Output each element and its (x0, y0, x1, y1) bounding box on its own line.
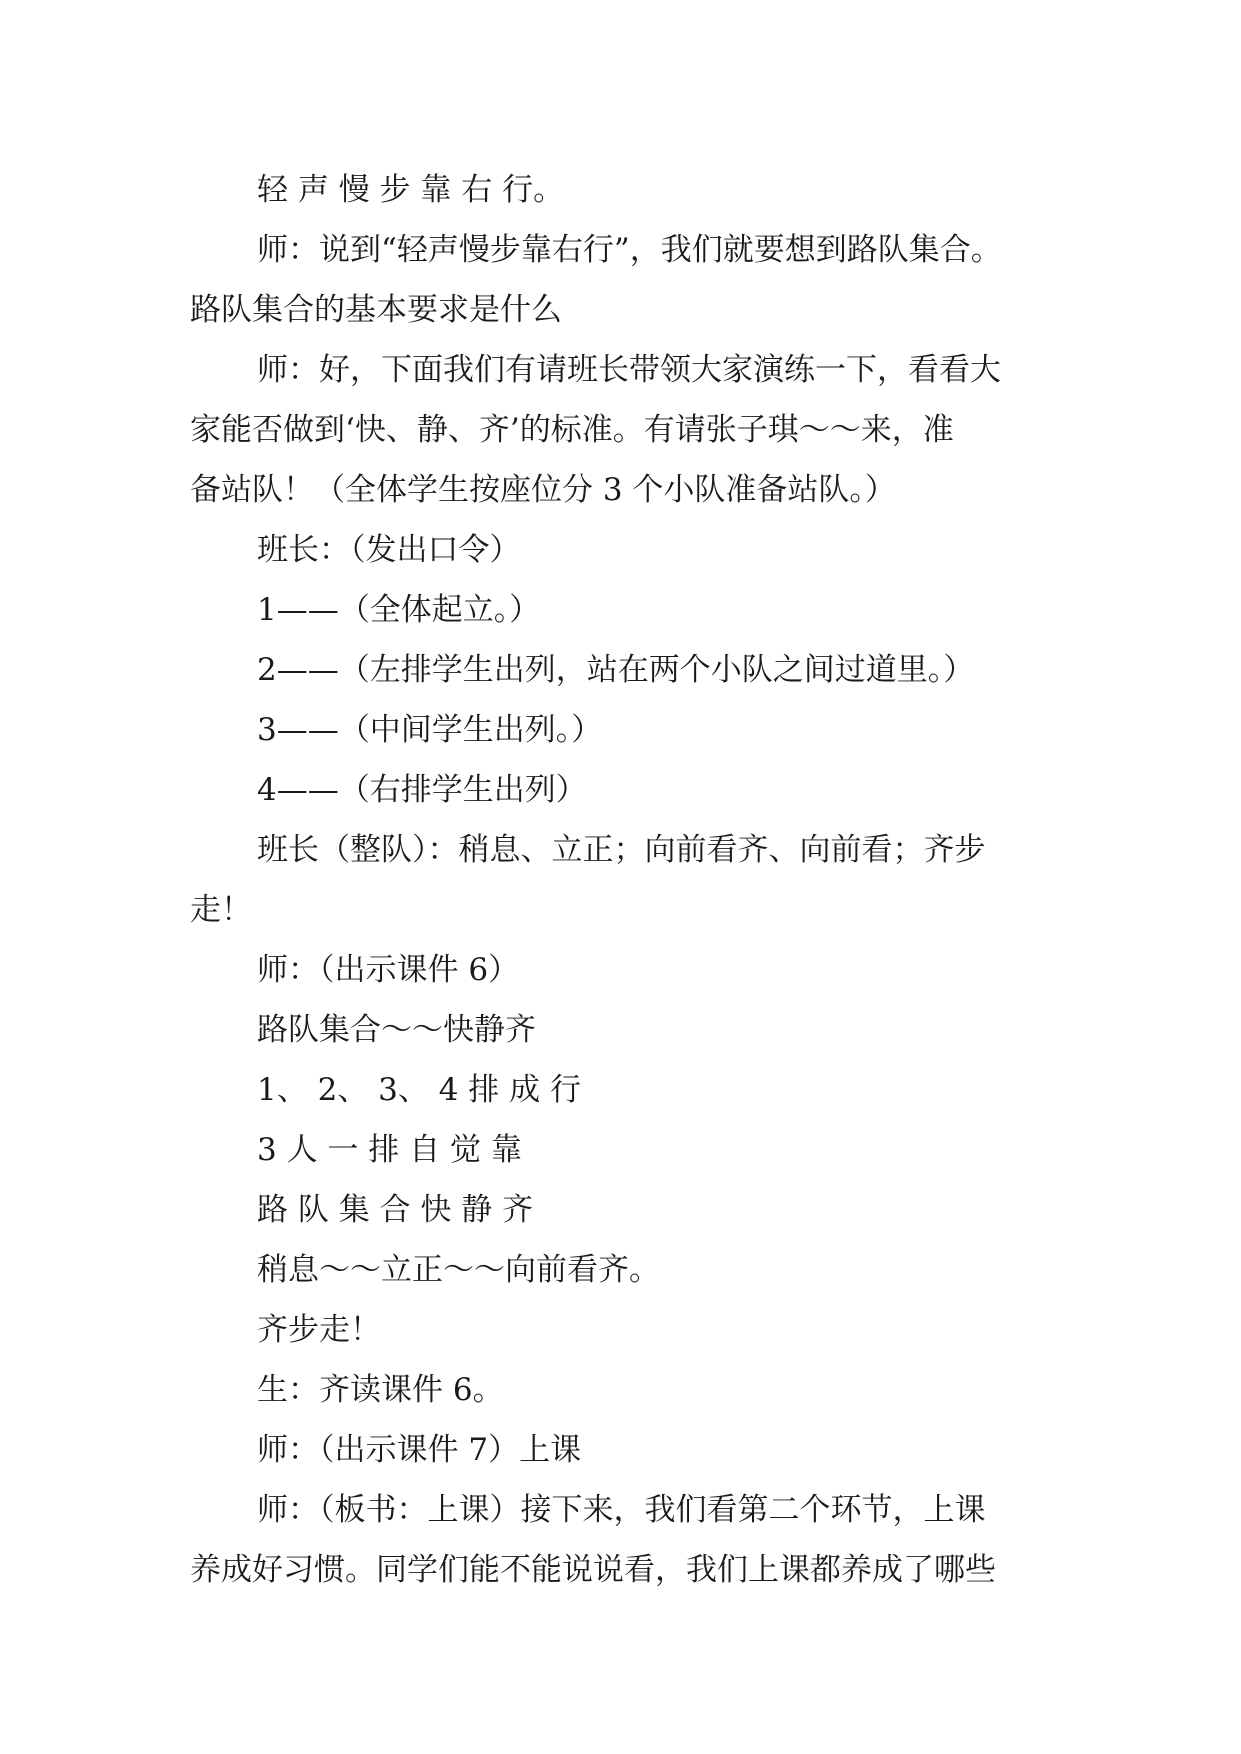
paragraph-line: 轻 声 慢 步 靠 右 行。 (257, 172, 565, 208)
paragraph-line: 1——（全体起立。） (257, 592, 541, 628)
paragraph-line: 3 人 一 排 自 觉 靠 (257, 1132, 522, 1168)
paragraph-line: 路队集合的基本要求是什么 (190, 292, 562, 328)
paragraph-line: 齐步走！ (257, 1312, 381, 1348)
paragraph-line: 家能否做到‘快、静、齐’的标准。有请张子琪～～来，准 (190, 412, 954, 448)
paragraph-line: 养成好习惯。同学们能不能说说看，我们上课都养成了哪些 (190, 1552, 996, 1588)
paragraph-line: 班长：（发出口令） (257, 532, 521, 568)
paragraph-line: 稍息～～立正～～向前看齐。 (257, 1252, 660, 1288)
document-body (190, 160, 1070, 1600)
paragraph-line: 师：（板书：上课）接下来，我们看第二个环节，上课 (257, 1492, 986, 1528)
paragraph-line: 3——（中间学生出列。） (257, 712, 603, 748)
paragraph-line: 生：齐读课件 6。 (257, 1372, 504, 1408)
paragraph-line: 师：（出示课件 6） (257, 952, 520, 988)
paragraph-line: 师：（出示课件 7）上课 (257, 1432, 582, 1468)
paragraph-line: 路队集合～～快静齐 (257, 1012, 536, 1048)
paragraph-line: 备站队！（全体学生按座位分 3 个小队准备站队。） (190, 472, 896, 508)
paragraph-line: 路 队 集 合 快 静 齐 (257, 1192, 534, 1228)
paragraph-line: 师：说到“轻声慢步靠右行”，我们就要想到路队集合。 (257, 232, 1002, 268)
paragraph-line: 1、 2、 3、 4 排 成 行 (257, 1072, 582, 1108)
paragraph-line: 走！ (190, 892, 252, 928)
paragraph-line: 4——（右排学生出列） (257, 772, 587, 808)
paragraph-line: 师：好，下面我们有请班长带领大家演练一下，看看大 (257, 352, 1001, 388)
paragraph-line: 班长（整队）：稍息、立正；向前看齐、向前看；齐步 (257, 832, 986, 868)
paragraph-line: 2——（左排学生出列，站在两个小队之间过道里。） (257, 652, 975, 688)
